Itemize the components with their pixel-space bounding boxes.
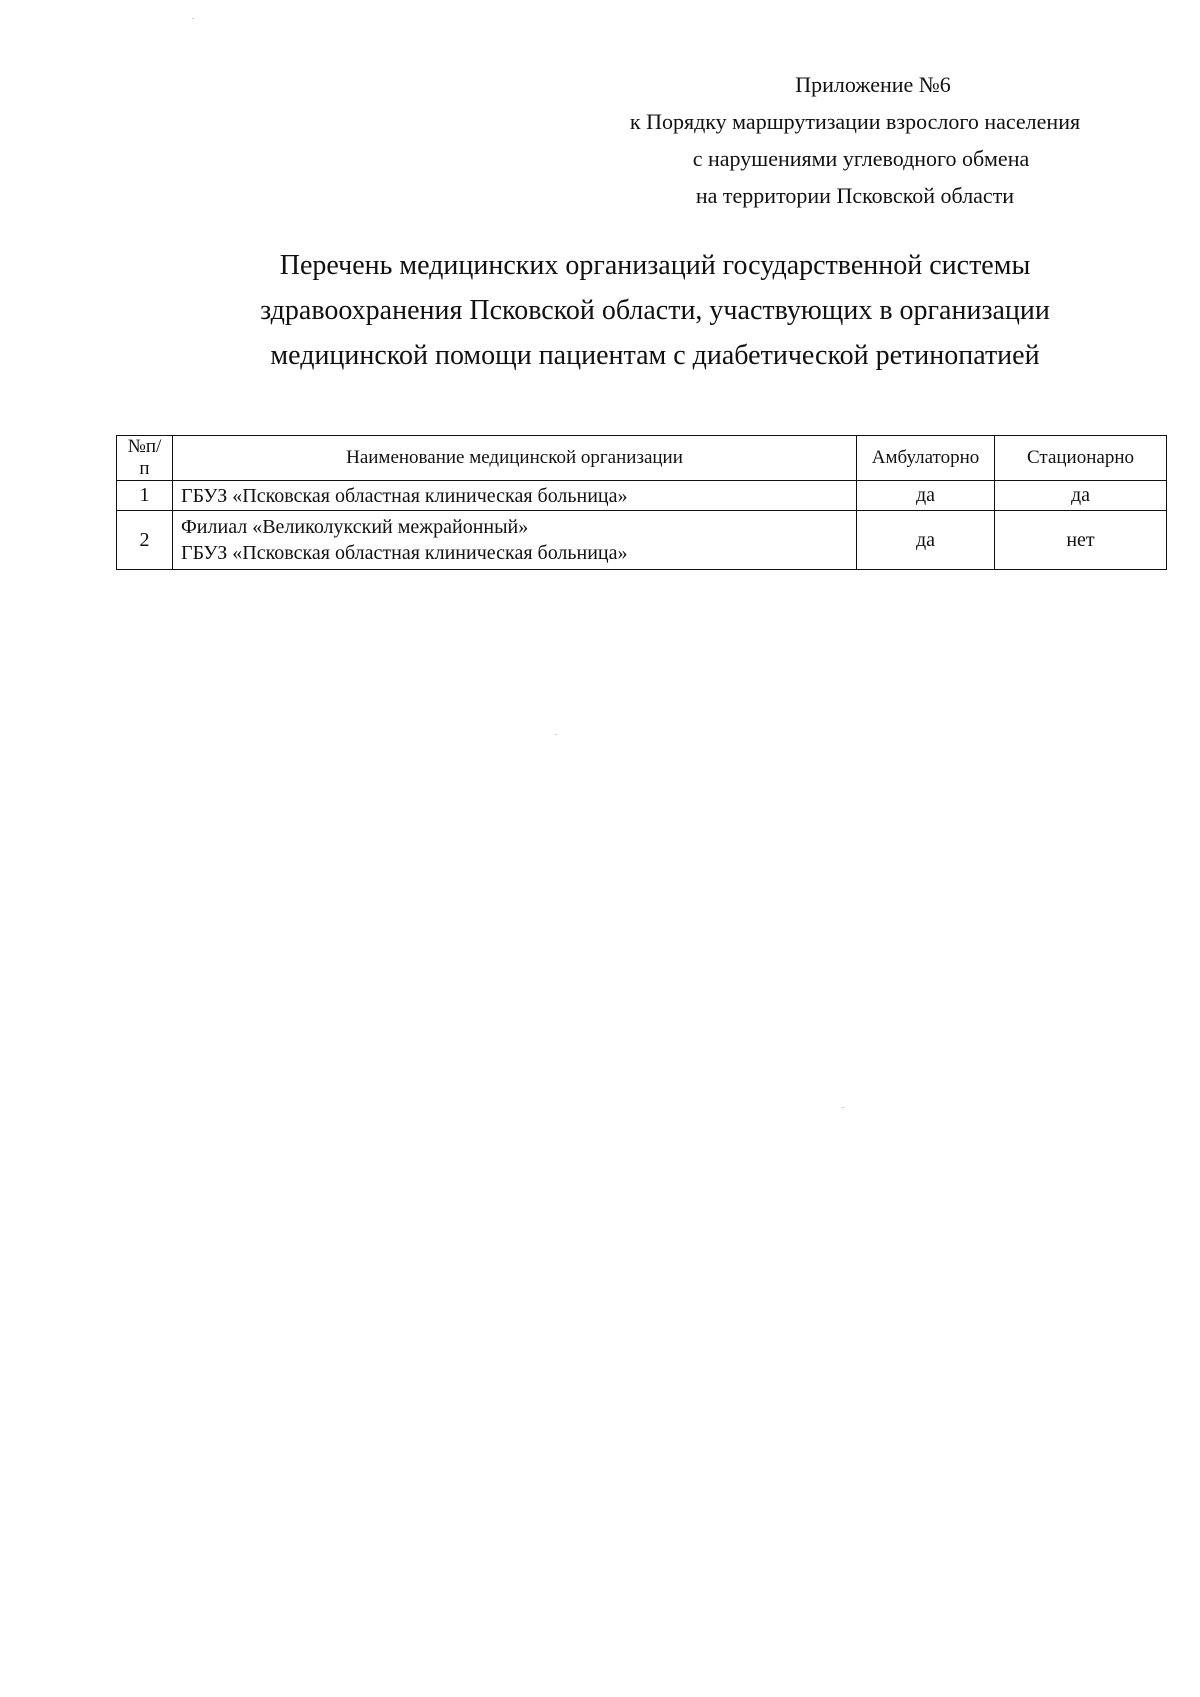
title-line-2: здравоохранения Псковской области, участвующих в организации	[260, 295, 1050, 326]
organization-name-line: ГБУЗ «Псковская областная клиническая больница»	[181, 542, 628, 564]
scan-speck	[192, 18, 194, 19]
header-inpatient: Стационарно	[995, 436, 1167, 481]
row-inpatient: нет	[995, 511, 1167, 570]
row-number: 1	[117, 481, 173, 511]
row-organization-name	[173, 481, 857, 511]
row-organization-name	[173, 511, 857, 570]
table-row	[117, 481, 1167, 511]
header-outpatient: Амбулаторно	[857, 436, 995, 481]
appendix-reference: к Порядку маршрутизации взрослого населения	[629, 109, 1081, 134]
appendix-header	[560, 66, 1150, 214]
appendix-number: Приложение №6	[795, 72, 951, 97]
organization-name-line: ГБУЗ «Псковская областная клиническая больница»	[181, 484, 628, 507]
row-outpatient: да	[857, 511, 995, 570]
appendix-territory: на территории Псковской области	[695, 183, 1015, 208]
row-outpatient: да	[857, 481, 995, 511]
organization-name-line: Филиал «Великолукский межрайонный»	[181, 516, 529, 538]
organizations-table	[116, 435, 1167, 570]
document-title	[180, 243, 1130, 378]
header-number: №п/п	[117, 436, 173, 481]
title-line-3: медицинской помощи пациентам с диабетической ретинопатией	[270, 340, 1040, 371]
title-line-1: Перечень медицинских организаций государственной системы	[279, 250, 1031, 281]
scan-speck	[842, 1107, 844, 1108]
scan-speck	[555, 734, 557, 735]
table-header-row	[117, 436, 1167, 481]
table-row	[117, 511, 1167, 570]
row-number: 2	[117, 511, 173, 570]
header-organization-name: Наименование медицинской организации	[173, 436, 857, 481]
row-inpatient: да	[995, 481, 1167, 511]
appendix-subject: с нарушениями углеводного обмена	[692, 146, 1030, 171]
